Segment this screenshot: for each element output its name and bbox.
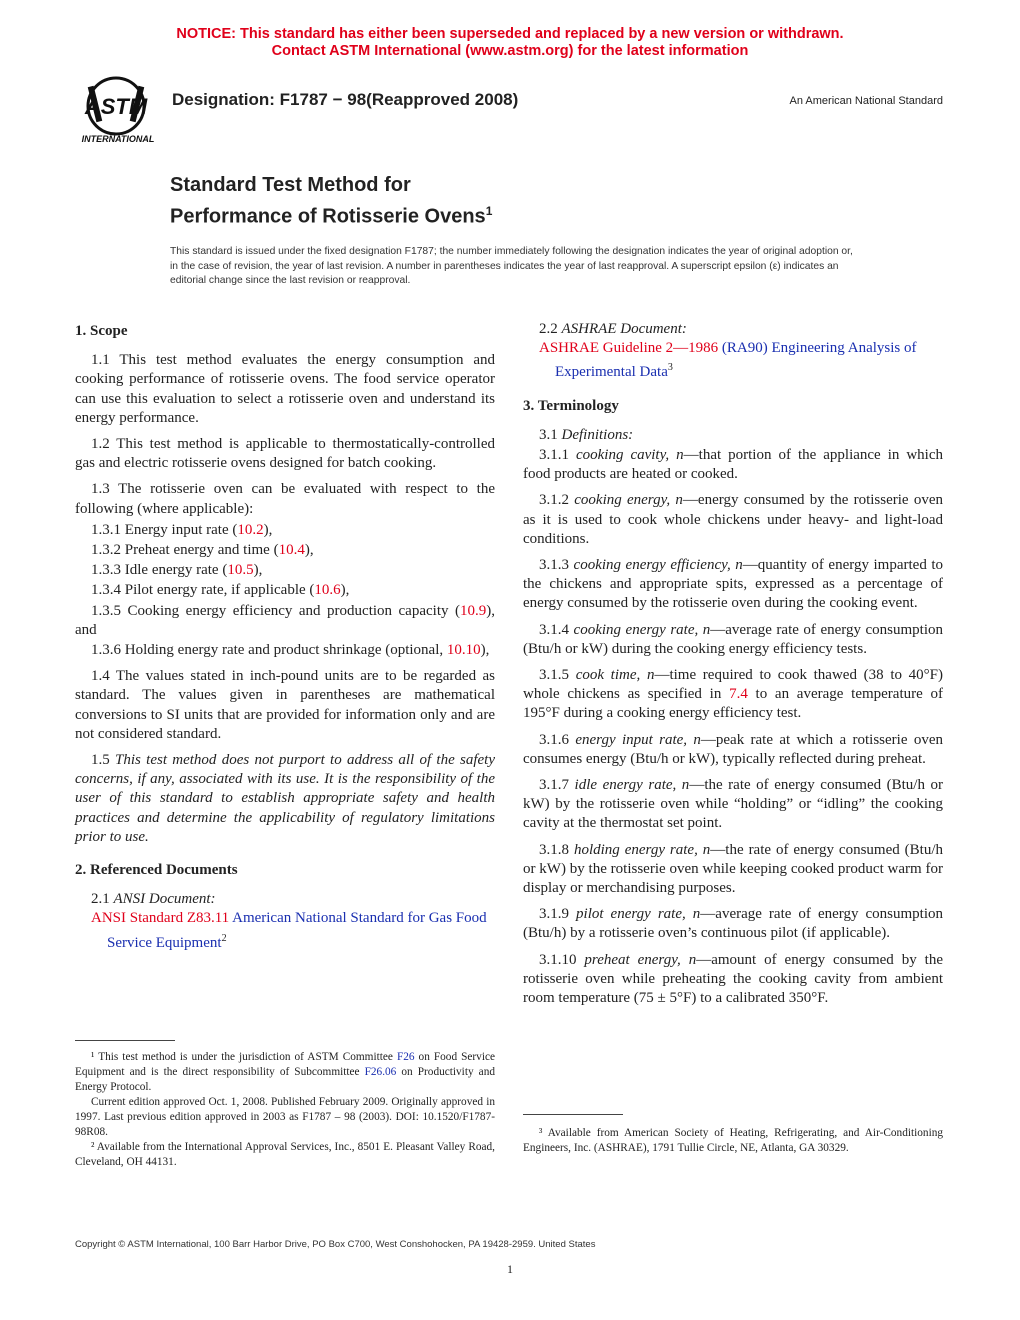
section-link[interactable]: 10.10 [446, 642, 481, 659]
list-item: 1.3.5 Cooking energy efficiency and production capacity (10.9), and [75, 602, 495, 638]
ansi-reference [75, 909, 495, 952]
page-number: 1 [507, 1262, 513, 1276]
footnote-2: ² Available from the International Approval Services, Inc., 8501 E. Pleasant Valley Road, Cleveland, OH 44131. [75, 1141, 495, 1168]
paragraph-1-5: 1.5 This test method does not purport to address all of the safety concerns, if any, associated with its use. It is the responsibility of the user of this standard to establish appropriate safety and health practices and determine the applicability of regulatory limitations prior to use. [75, 752, 496, 845]
svg-text:INTERNATIONAL: INTERNATIONAL [81, 134, 155, 144]
definition: 3.1.2 cooking energy, n—energy consumed by the rotisserie oven as it is used to cook whole chickens under heavy- and light-load conditions. [523, 492, 943, 547]
footnote-marker: 3 [667, 362, 673, 374]
left-column [75, 320, 495, 961]
paragraph-1-2: 1.2 This test method is applicable to thermostatically-controlled gas and electric rotisserie ovens designed for batch cooking. [75, 436, 495, 472]
ashrae-reference [523, 339, 943, 382]
paragraph-2-2: 2.2 ASHRAE Document: [539, 321, 687, 337]
definition: 3.1.7 idle energy rate, n—the rate of energy consumed (Btu/h or kW) by the rotisserie oven while “holding” or “idling” the cooking cavity at the thermostat set point. [523, 777, 943, 832]
committee-link[interactable]: F26 [396, 1051, 415, 1063]
footnotes-left [75, 1050, 495, 1170]
definition: 3.1.6 energy input rate, n—peak rate at which a rotisserie oven consumes energy (Btu/h or kW), typically reflected during preheat. [523, 731, 943, 767]
list-item: 1.3.1 Energy input rate (10.2), [91, 521, 273, 538]
footnote-1: ¹ This test method is under the jurisdiction of ASTM Committee F26 on Food Service Equipment and is the direct responsibility of Subcommittee F26.06 on Productivity and Energy Protocol. [75, 1051, 495, 1093]
copyright-line: Copyright © ASTM International, 100 Barr Harbor Drive, PO Box C700, West Conshohocken, PA 19428-2959. United States [75, 1239, 596, 1250]
section-heading-terminology: 3. Terminology [523, 397, 619, 414]
american-national-standard-label: An American National Standard [789, 95, 943, 107]
paragraph-1-3: 1.3 The rotisserie oven can be evaluated with respect to the following (where applicable): [75, 481, 495, 517]
list-item: 1.3.2 Preheat energy and time (10.4), [91, 542, 314, 559]
definition: 3.1.10 preheat energy, n—amount of energy consumed by the rotisserie oven while preheating the cooking cavity from ambient room temperature (75 ± 5°F) to a calibrated 350°F. [523, 951, 943, 1007]
section-link[interactable]: 10.9 [460, 602, 487, 619]
footnote-marker: 2 [221, 932, 227, 944]
definition: 3.1.1 cooking cavity, n—that portion of the appliance in which food products are heated or cooked. [523, 447, 944, 483]
footnote-divider-right [523, 1114, 623, 1115]
definition: 3.1.4 cooking energy rate, n—average rate of energy consumption (Btu/h or kW) during the cooking energy efficiency tests. [523, 621, 944, 657]
document-title [170, 172, 492, 230]
section-link[interactable]: 7.4 [729, 686, 748, 703]
paragraph-2-1: 2.1 ANSI Document: [91, 891, 216, 908]
definition: 3.1.9 pilot energy rate, n—average rate of energy consumption (Btu/h) by a rotisserie oven’s continuous pilot (if applicable). [523, 906, 944, 942]
footnote-1-edition: Current edition approved Oct. 1, 2008. Published February 2009. Originally approved in 1997. Last previous edition approved in 2003 as F1787 – 98 (2003). DOI: 10.1520/F1787-98R08. [75, 1096, 495, 1138]
issuance-note: This standard is issued under the fixed designation F1787; the number immediately following the designation indicates the year of original adoption or, in the case of revision, the year of last revision. A number in parentheses indicates the year of last reapproval. A superscript epsilon (ε) indicates an editorial change since the last revision or reapproval. [170, 246, 853, 286]
definition: 3.1.5 cook time, n—time required to cook thawed (38 to 40°F) whole chickens as specified in 7.4 to an average temperature of 195°F during a cooking energy efficiency test. [523, 667, 944, 722]
ashrae-guideline-link[interactable]: ASHRAE Guideline 2—1986 [539, 340, 719, 357]
paragraph-1-4: 1.4 The values stated in inch-pound units are to be regarded as standard. The values given in parentheses are mathematical conversions to SI units that are provided for information only and are not considered standard. [75, 668, 495, 742]
ashrae-title-link[interactable]: Engineering Analysis of Experimental Data [555, 340, 917, 381]
svg-text:ASTM: ASTM [84, 94, 148, 119]
ashrae-ra90-link[interactable]: (RA90) [721, 340, 768, 357]
list-item: 1.3.4 Pilot energy rate, if applicable (10.6), [91, 582, 350, 599]
notice-line-2: Contact ASTM International (www.astm.org) for the latest information [271, 43, 749, 59]
designation: Designation: F1787 − 98(Reapproved 2008) [172, 90, 519, 109]
section-link[interactable]: 10.4 [278, 542, 305, 559]
list-item: 1.3.3 Idle energy rate (10.5), [91, 562, 263, 579]
ansi-standard-link[interactable]: ANSI Standard Z83.11 [91, 910, 230, 927]
footnotes-right [523, 1126, 943, 1156]
paragraph-1-1: 1.1 This test method evaluates the energy consumption and cooking performance of rotisserie ovens. The food service operator can use this evaluation to select a rotisserie oven and understand its energy performance. [75, 352, 495, 426]
list-item: 1.3.6 Holding energy rate and product shrinkage (optional, 10.10), [91, 642, 490, 659]
footnote-3: ³ Available from American Society of Heating, Refrigerating, and Air-Conditioning Engineers, Inc. (ASHRAE), 1791 Tullie Circle, NE, Atlanta, GA 30329. [523, 1127, 943, 1154]
section-heading-scope: 1. Scope [75, 323, 128, 339]
footnote-divider-left [75, 1040, 175, 1041]
withdrawal-notice [0, 26, 1020, 60]
ansi-title-link[interactable]: American National Standard for Gas Food Service Equipment [107, 910, 487, 951]
definition: 3.1.8 holding energy rate, n—the rate of energy consumed (Btu/h or kW) by the rotisserie oven while keeping cooked product warm for display or merchandising purposes. [523, 841, 944, 897]
paragraph-3-1: 3.1 Definitions: [539, 426, 634, 443]
title-line-2: Performance of Rotisserie Ovens$^1$ [170, 204, 493, 228]
section-heading-referenced-documents: 2. Referenced Documents [75, 862, 238, 879]
section-link[interactable]: 10.2 [237, 521, 264, 538]
section-link[interactable]: 10.6 [314, 582, 341, 599]
subcommittee-link[interactable]: F26.06 [364, 1066, 397, 1078]
right-column [523, 320, 943, 1015]
notice-line-1: NOTICE: This standard has either been superseded and replaced by a new version or withdrawn. [176, 26, 844, 42]
title-footnote-marker: 1 [485, 204, 493, 218]
definition: 3.1.3 cooking energy efficiency, n—quantity of energy imparted to the chickens and appropriate spits, expressed as a percentage of energy consumed by the rotisserie oven during the cooking event. [523, 557, 944, 612]
title-line-1: Standard Test Method for [170, 174, 411, 196]
section-link[interactable]: 10.5 [227, 562, 254, 579]
astm-logo [72, 76, 164, 146]
